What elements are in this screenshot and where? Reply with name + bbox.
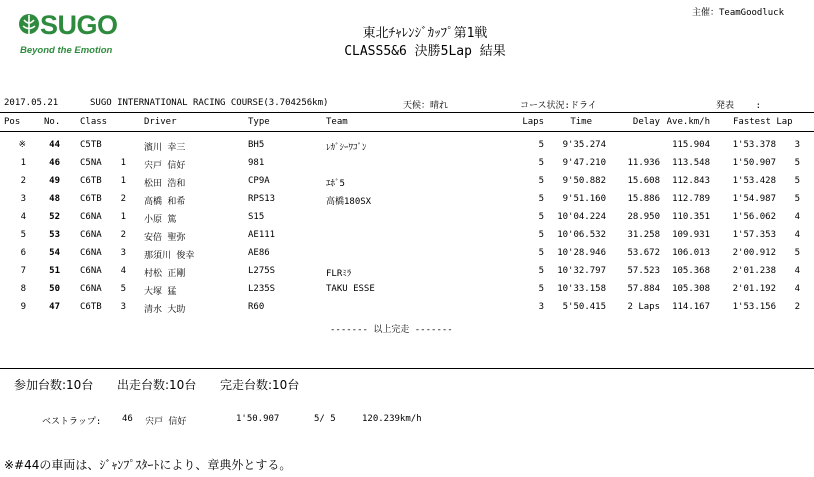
cell-team: TAKU ESSE <box>326 284 375 294</box>
cell-driver: 村松 正剛 <box>144 269 186 279</box>
cell-fastest-time: 2'01.238 <box>732 266 776 276</box>
cell-fastest-lap: 4 <box>794 212 800 222</box>
cell-avg: 106.013 <box>672 248 710 258</box>
cell-delay: 57.523 <box>627 266 660 276</box>
cell-fastest-lap: 5 <box>794 158 800 168</box>
cell-delay: 15.886 <box>627 194 660 204</box>
cell-avg: 114.167 <box>672 302 710 312</box>
cell-class: C6NA <box>80 266 102 276</box>
cell-fastest-time: 1'50.907 <box>732 158 776 168</box>
cell-no: 53 <box>49 230 60 240</box>
cell-driver: 宍戸 信好 <box>144 161 186 171</box>
cell-class-rank: 5 <box>120 284 126 294</box>
best-lap-time: 1'50.907 <box>236 414 280 424</box>
sugo-logo <box>18 10 130 62</box>
cell-time: 10'33.158 <box>557 284 606 294</box>
cell-fastest-lap: 4 <box>794 266 800 276</box>
cell-class: C6NA <box>80 248 102 258</box>
cell-fastest-time: 1'53.428 <box>732 176 776 186</box>
cell-type: L235S <box>248 284 276 294</box>
cell-fastest-time: 1'54.987 <box>732 194 776 204</box>
cell-class: C5NA <box>80 158 102 168</box>
cell-delay: 11.936 <box>627 158 660 168</box>
logo-tagline: Beyond the Emotion <box>20 45 113 56</box>
col-avg: Ave.km/h <box>666 117 710 127</box>
cell-type: R60 <box>248 302 265 312</box>
cell-no: 51 <box>49 266 60 276</box>
cell-fastest-lap: 5 <box>794 176 800 186</box>
cell-fastest-time: 2'01.192 <box>732 284 776 294</box>
cell-no: 44 <box>49 140 60 150</box>
cell-avg: 115.904 <box>672 140 710 150</box>
cell-delay: 31.258 <box>627 230 660 240</box>
course-name: SUGO INTERNATIONAL RACING COURSE(3.704256km) <box>90 98 329 108</box>
cell-pos: 5 <box>20 230 26 240</box>
cell-pos: ※ <box>18 140 26 150</box>
cell-avg: 113.548 <box>672 158 710 168</box>
cell-driver: 小原 篤 <box>144 215 177 225</box>
divider <box>0 368 814 369</box>
cell-driver: 那須川 俊幸 <box>144 251 195 261</box>
cell-time: 9'47.210 <box>562 158 606 168</box>
cell-laps: 5 <box>538 248 544 258</box>
cell-team: ﾚｶﾞｼｰﾜｺﾞﾝ <box>326 143 367 153</box>
course-condition: コース状況:ドライ <box>520 101 597 111</box>
cell-pos: 8 <box>20 284 26 294</box>
cell-driver: 高橋 和希 <box>144 197 186 207</box>
cell-class: C6NA <box>80 230 102 240</box>
cell-laps: 5 <box>538 194 544 204</box>
cell-type: AE86 <box>248 248 270 258</box>
cell-fastest-time: 1'53.156 <box>732 302 776 312</box>
cell-fastest-lap: 5 <box>794 194 800 204</box>
footnote: ※#44の車両は、ｼﾞｬﾝﾌﾟｽﾀｰﾄにより、章典外とする。 <box>4 458 292 472</box>
cell-pos: 6 <box>20 248 26 258</box>
best-lap-lap: 5/ 5 <box>314 414 336 424</box>
cell-time: 9'35.274 <box>562 140 606 150</box>
cell-time: 10'32.797 <box>557 266 606 276</box>
cell-no: 46 <box>49 158 60 168</box>
cell-laps: 5 <box>538 158 544 168</box>
cell-class-rank: 1 <box>120 212 126 222</box>
col-driver: Driver <box>144 117 177 127</box>
cell-avg: 112.843 <box>672 176 710 186</box>
cell-class-rank: 3 <box>120 302 126 312</box>
cell-driver: 大塚 猛 <box>144 287 177 297</box>
leaf-icon <box>18 12 40 38</box>
cell-no: 50 <box>49 284 60 294</box>
col-time: Time <box>570 117 592 127</box>
best-lap-speed: 120.239km/h <box>362 414 422 424</box>
cell-type: 981 <box>248 158 265 168</box>
col-delay: Delay <box>632 117 660 127</box>
col-no: No. <box>44 117 61 127</box>
cell-delay: 15.608 <box>627 176 660 186</box>
cell-avg: 109.931 <box>672 230 710 240</box>
cell-fastest-lap: 4 <box>794 230 800 240</box>
cell-pos: 1 <box>20 158 26 168</box>
cell-fastest-lap: 5 <box>794 248 800 258</box>
cell-class-rank: 3 <box>120 248 126 258</box>
cell-fastest-time: 1'57.353 <box>732 230 776 240</box>
cell-delay: 2 Laps <box>627 302 660 312</box>
cell-pos: 3 <box>20 194 26 204</box>
race-subtitle: CLASS5&6 決勝5Lap 結果 <box>344 44 506 59</box>
cell-type: AE111 <box>248 230 276 240</box>
cell-pos: 9 <box>20 302 26 312</box>
cell-laps: 5 <box>538 176 544 186</box>
cell-driver: 濱川 幸三 <box>144 143 186 153</box>
cell-time: 10'04.224 <box>557 212 606 222</box>
cell-type: L275S <box>248 266 276 276</box>
entries-count: 参加台数:10台 <box>14 378 94 392</box>
cell-pos: 4 <box>20 212 26 222</box>
cell-time: 5'50.415 <box>562 302 606 312</box>
race-title: 東北ﾁｬﾚﾝｼﾞｶｯﾌﾟ第1戦 <box>362 26 488 41</box>
cell-delay: 28.950 <box>627 212 660 222</box>
col-type: Type <box>248 117 270 127</box>
cell-fastest-lap: 4 <box>794 284 800 294</box>
cell-laps: 5 <box>538 284 544 294</box>
cell-laps: 5 <box>538 140 544 150</box>
cell-class-rank: 4 <box>120 266 126 276</box>
cell-time: 9'50.882 <box>562 176 606 186</box>
col-fastest: Fastest Lap <box>733 117 793 127</box>
col-laps: Laps <box>522 117 544 127</box>
divider <box>0 131 814 132</box>
cell-class-rank: 1 <box>120 176 126 186</box>
cell-no: 47 <box>49 302 60 312</box>
cell-type: CP9A <box>248 176 270 186</box>
cell-class: C6TB <box>80 302 102 312</box>
cell-fastest-lap: 2 <box>794 302 800 312</box>
cell-laps: 5 <box>538 230 544 240</box>
best-lap-label: ベストラップ: <box>42 417 102 427</box>
cell-no: 49 <box>49 176 60 186</box>
cell-type: BH5 <box>248 140 265 150</box>
cell-fastest-time: 1'53.378 <box>732 140 776 150</box>
cell-class: C5TB <box>80 140 102 150</box>
cell-pos: 2 <box>20 176 26 186</box>
cell-pos: 7 <box>20 266 26 276</box>
cell-class: C6NA <box>80 212 102 222</box>
cell-delay: 57.884 <box>627 284 660 294</box>
weather: 天候：晴れ <box>403 101 449 111</box>
cell-team: 高橋180SX <box>326 197 372 207</box>
cell-class-rank: 2 <box>120 194 126 204</box>
race-date: 2017.05.21 <box>4 98 59 108</box>
cell-type: S15 <box>248 212 265 222</box>
organizer-label: 主催：TeamGoodluck <box>692 8 785 18</box>
cell-fastest-time: 1'56.062 <box>732 212 776 222</box>
complete-line: ------- 以上完走 ------- <box>330 325 453 335</box>
cell-time: 10'06.532 <box>557 230 606 240</box>
cell-class: C6TB <box>80 176 102 186</box>
cell-driver: 松田 浩和 <box>144 179 186 189</box>
best-lap-no: 46 <box>122 414 133 424</box>
divider <box>0 112 814 113</box>
cell-laps: 5 <box>538 212 544 222</box>
cell-no: 52 <box>49 212 60 222</box>
cell-avg: 110.351 <box>672 212 710 222</box>
cell-driver: 清水 大助 <box>144 305 186 315</box>
cell-type: RPS13 <box>248 194 276 204</box>
finishers-count: 完走台数:10台 <box>220 378 300 392</box>
cell-laps: 5 <box>538 266 544 276</box>
cell-class-rank: 1 <box>120 158 126 168</box>
cell-no: 48 <box>49 194 60 204</box>
cell-avg: 105.368 <box>672 266 710 276</box>
cell-no: 54 <box>49 248 60 258</box>
announce-time: 発表 : <box>716 101 762 111</box>
cell-avg: 105.308 <box>672 284 710 294</box>
cell-class-rank: 2 <box>120 230 126 240</box>
starters-count: 出走台数:10台 <box>117 378 197 392</box>
cell-class: C6NA <box>80 284 102 294</box>
cell-class: C6TB <box>80 194 102 204</box>
cell-avg: 112.789 <box>672 194 710 204</box>
col-pos: Pos <box>4 117 21 127</box>
cell-fastest-time: 2'00.912 <box>732 248 776 258</box>
cell-driver: 安倍 聖弥 <box>144 233 186 243</box>
cell-time: 10'28.946 <box>557 248 606 258</box>
cell-time: 9'51.160 <box>562 194 606 204</box>
col-class: Class <box>80 117 108 127</box>
cell-team: ｴﾎﾞ5 <box>326 179 345 189</box>
best-lap-driver: 宍戸 信好 <box>145 417 187 427</box>
cell-laps: 3 <box>538 302 544 312</box>
cell-team: FLRﾐﾗ <box>326 269 352 279</box>
cell-fastest-lap: 3 <box>794 140 800 150</box>
col-team: Team <box>326 117 348 127</box>
cell-delay: 53.672 <box>627 248 660 258</box>
logo-wordmark: SUGO <box>40 10 118 40</box>
